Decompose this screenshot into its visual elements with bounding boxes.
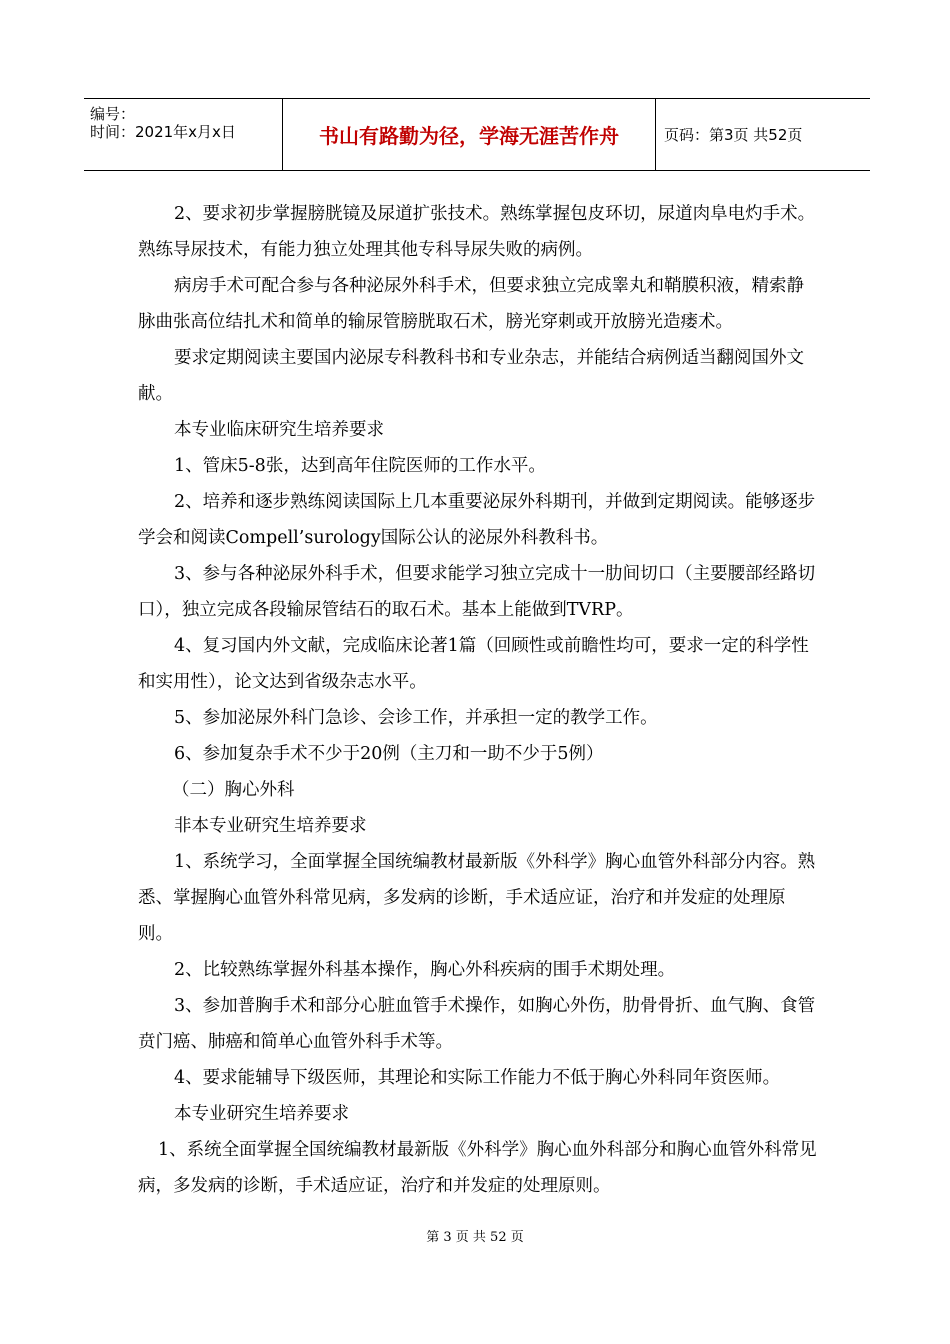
header-motto: 书山有路勤为径，学海无涯苦作舟	[282, 99, 656, 170]
paragraph: 1、管床5-8张，达到高年住院医师的工作水平。	[174, 456, 546, 476]
paragraph: 6、参加复杂手术不少于20例（主刀和一助不少于5例）	[174, 744, 604, 764]
paragraph: 5、参加泌尿外科门急诊、会诊工作，并承担一定的教学工作。	[174, 708, 658, 728]
paragraph: 病房手术可配合参与各种泌尿外科手术，但要求独立完成睾丸和鞘膜积液，精索静脉曲张高位结扎术和简单的输尿管膀胱取石术，膀光穿刺或开放膀光造瘘术。	[138, 276, 804, 332]
paragraph: 4、复习国内外文献，完成临床论著1篇（回顾性或前瞻性均可，要求一定的科学性和实用性），论文达到省级杂志水平。	[138, 636, 809, 692]
document-number: 编号：	[90, 105, 136, 123]
paragraph: 3、参与各种泌尿外科手术，但要求能学习独立完成十一肋间切口（主要腰部经路切口），独立完成各段输尿管结石的取石术。基本上能做到TVRP。	[138, 564, 816, 620]
section-heading: 本专业研究生培养要求	[174, 1104, 349, 1124]
section-heading: 本专业临床研究生培养要求	[174, 420, 384, 440]
paragraph: 2、培养和逐步熟练阅读国际上几本重要泌尿外科期刊，并做到定期阅读。能够逐步学会和阅读Compell’surology国际公认的泌尿外科教科书。	[138, 492, 816, 548]
section-heading: 非本专业研究生培养要求	[174, 816, 367, 836]
paragraph: 4、要求能辅导下级医师，其理论和实际工作能力不低于胸心外科同年资医师。	[174, 1068, 781, 1088]
paragraph: 2、要求初步掌握膀胱镜及尿道扩张技术。熟练掌握包皮环切，尿道肉阜电灼手术。熟练导尿技术，有能力独立处理其他专科导尿失败的病例。	[138, 204, 816, 260]
page-footer: 第 3 页 共 52 页	[426, 1230, 524, 1245]
page-header	[84, 98, 870, 171]
paragraph: 要求定期阅读主要国内泌尿专科教科书和专业杂志，并能结合病例适当翻阅国外文献。	[138, 348, 804, 404]
header-meta	[84, 99, 282, 170]
header-page-info: 页码：第3页 共52页	[664, 126, 803, 144]
document-body	[138, 196, 818, 1204]
document-date: 时间：2021年x月x日	[90, 123, 236, 141]
paragraph: 1、系统学习，全面掌握全国统编教材最新版《外科学》胸心血管外科部分内容。熟悉、掌握胸心血管外科常见病，多发病的诊断，手术适应证，治疗和并发症的处理原则。	[138, 852, 816, 944]
paragraph: 1、系统全面掌握全国统编教材最新版《外科学》胸心血外科部分和胸心血管外科常见病，多发病的诊断，手术适应证，治疗和并发症的处理原则。	[138, 1140, 817, 1196]
paragraph: 2、比较熟练掌握外科基本操作，胸心外科疾病的围手术期处理。	[174, 960, 676, 980]
section-heading: （二）胸心外科	[172, 780, 295, 800]
paragraph: 3、参加普胸手术和部分心脏血管手术操作，如胸心外伤，肋骨骨折、血气胸、食管贲门癌、肺癌和简单心血管外科手术等。	[138, 996, 816, 1052]
